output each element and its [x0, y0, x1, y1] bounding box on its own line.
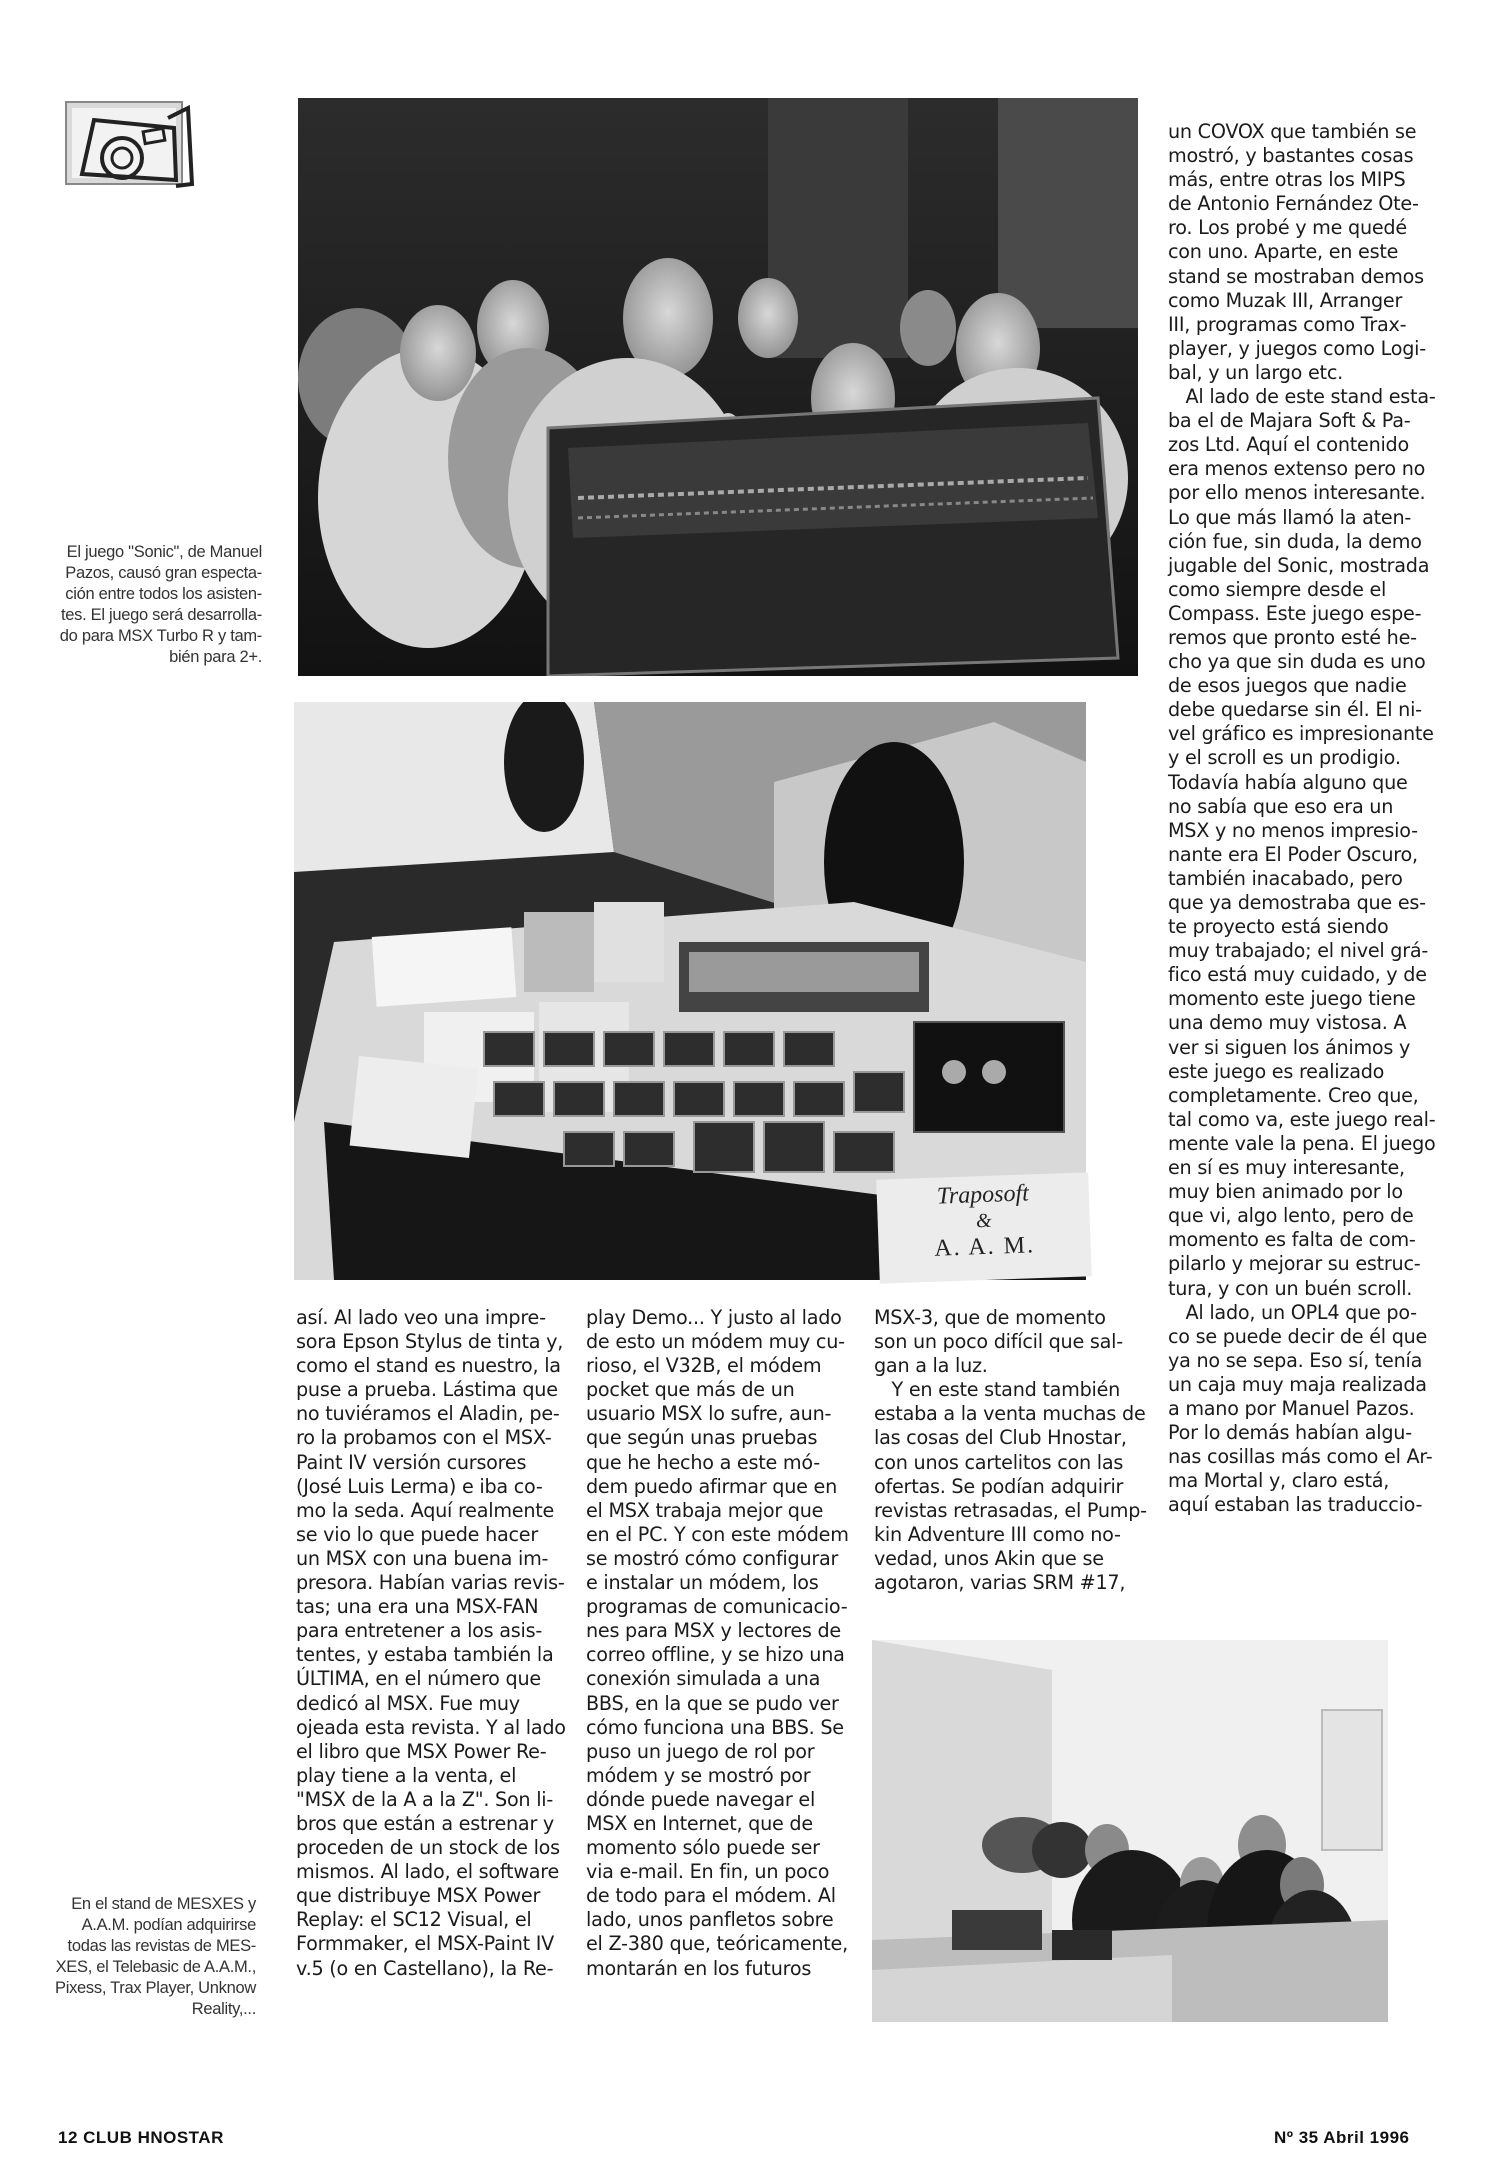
caption-mesxes: En el stand de MESXES y A.A.M. podían adquirirse todas las revistas de MES- XES, el Telebasic de A.A.M., Pixess, Trax Player, Unknow Reality,... — [55, 1895, 256, 2018]
photo-seated-group — [872, 1640, 1388, 2022]
article-column-right-top: un COVOX que también se mostró, y bastantes cosas más, entre otras los MIPS de Antonio Fernández Ote- ro. Los probé y me quedé con uno. Aparte, en este stand se mostraban demos como Muzak III, Arranger III, programas como Trax- player, y juegos como Logi- bal, y un largo etc. Al lado de este stand esta- ba el de Majara Soft & Pa- zos Ltd. Aquí el contenido era menos extenso pero no por ello menos interesante. Lo que más llamó la aten- ción fue, sin duda, la demo jugable del Sonic, mostrada como siempre desde el Compass. Este juego espe- remos que pronto esté he- cho ya que sin duda es uno de esos juegos que nadie debe quedarse sin él. El ni- vel gráfico es impresionante y el scroll es un prodigio. Todavía había alguno que no sabía que eso era un MSX y no menos impresio- nante era El Poder Oscuro, también inacabado, pero que ya demostraba que es- te proyecto está siendo muy trabajado; el nivel grá- fico está muy cuidado, y de momento este juego tiene una demo muy vistosa. A ver si siguen los ánimos y este juego es realizado completamente. Creo que, tal como va, este juego real- mente vale la pena. El juego en sí es muy interesante, muy bien animado por lo que vi, algo lento, pero de momento es falta de com- pilarlo y mejorar su estruc- tura, y con un buén scroll. Al lado, un OPL4 que po- co se puede decir de él que ya no se sepa. Eso sí, tenía un caja muy maja realizada a mano por Manuel Pazos. Por lo demás habían algu- nas cosillas más como el Ar- ma Mortal y, claro está, aquí estaban las traduccio- — [1168, 120, 1436, 1517]
photo-sonic-crowd — [298, 98, 1138, 676]
footer-magazine-title: 12 CLUB HNOSTAR — [58, 2128, 224, 2147]
stand-sign: Traposoft & A. A. M. — [876, 1172, 1092, 1283]
article-column-1: así. Al lado veo una impre- sora Epson Stylus de tinta y, como el stand es nuestro, la puse a prueba. Lástima que no tuviéramos el Aladin, pe- ro la probamos con el MSX- Paint IV versión cursores (José Luis Lerma) e iba co- mo la seda. Aquí realmente se vio lo que puede hacer un MSX con una buena im- presora. Habían varias revis- tas; una era una MSX-FAN para entretener a los asis- tentes, y estaba también la ÚLTIMA, en el número que dedicó al MSX. Fue muy ojeada esta revista. Y al lado el libro que MSX Power Re- play tiene a la venta, el "MSX de la A a la Z". Son li- bros que están a estrenar y proceden de un stock de los mismos. Al lado, el software que distribuye MSX Power Replay: el SC12 Visual, el Formmaker, el MSX-Paint IV v.5 (o en Castellano), la Re- — [296, 1306, 566, 1980]
footer-issue-date: Nº 35 Abril 1996 — [1274, 2128, 1410, 2147]
article-column-2: play Demo... Y justo al lado de esto un módem muy cu- rioso, el V32B, el módem pocket que más de un usuario MSX lo sufre, aun- que según unas pruebas que he hecho a este mó- dem puedo afirmar que en el MSX trabaja mejor que en el PC. Y con este módem se mostró cómo configurar e instalar un módem, los programas de comunicacio- nes para MSX y lectores de correo offline, y se hizo una conexión simulada a una BBS, en la que se pudo ver cómo funciona una BBS. Se puso un juego de rol por módem y se mostró por dónde puede navegar el MSX en Internet, que de momento sólo puede ser via e-mail. En fin, un poco de todo para el módem. Al lado, unos panfletos sobre el Z-380 que, teóricamente, montarán en los futuros — [586, 1306, 849, 1980]
camera-section-icon — [64, 100, 196, 190]
caption-sonic: El juego "Sonic", de Manuel Pazos, causó gran especta- ción entre todos los asisten- tes. El juego será desarrolla- do para MSX Turbo R y tam- bién para 2+. — [59, 543, 262, 666]
article-column-3: MSX-3, que de momento son un poco difícil que sal- gan a la luz. Y en este stand también estaba a la venta muchas de las cosas del Club Hnostar, con unos cartelitos con las ofertas. Se podían adquirir revistas retrasadas, el Pump- kin Adventure III como no- vedad, unos Akin que se agotaron, varias SRM #17, — [874, 1306, 1147, 1595]
computer-keyboard — [548, 398, 1118, 676]
